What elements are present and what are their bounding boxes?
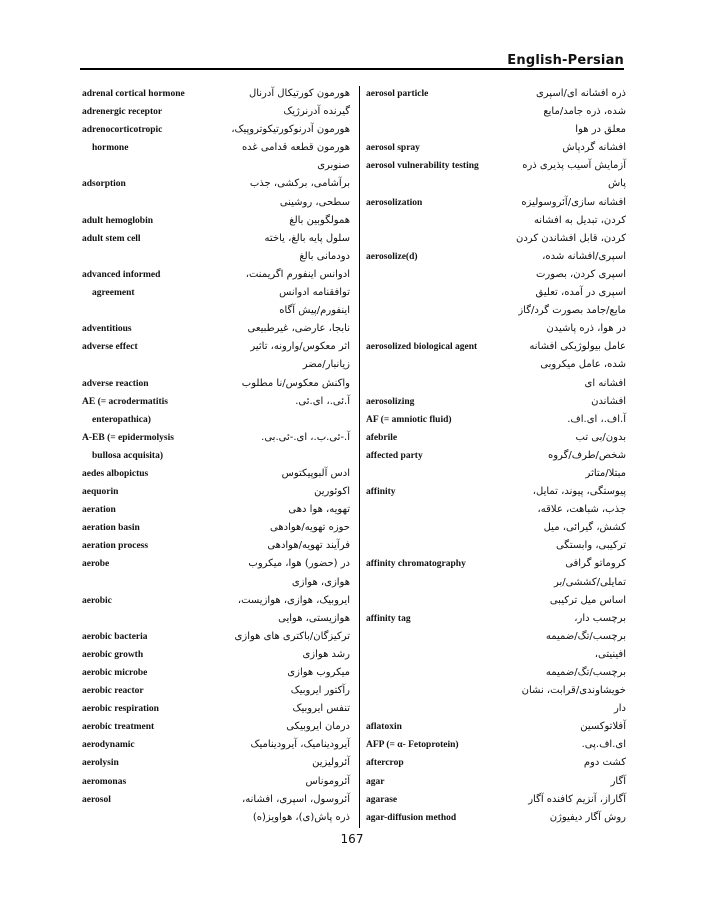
dictionary-entry-row [364,703,626,721]
dictionary-entry-row [364,251,626,269]
dictionary-entry-row [364,359,626,377]
english-term: aerosolizing [366,396,415,407]
dictionary-entry-row [364,504,626,522]
column-divider [359,86,360,828]
dictionary-entry-row [364,721,626,739]
english-term: adsorption [82,179,126,190]
english-term: adrenergic receptor [82,107,163,118]
persian-translation: آگاراز، آنزیم کافنده آگار [528,793,626,805]
dictionary-entry-row [80,124,354,142]
persian-translation: ایروبیک، هوازی، هوازیست، [237,594,350,606]
english-term: aerobic bacteria [82,631,148,642]
persian-translation: در هوا، ذره پاشیدن [546,323,626,335]
persian-translation: اساس میل ترکیبی [549,594,626,606]
persian-translation: واکنش معکوس/نا مطلوب [241,377,350,389]
english-term: advanced informed [82,269,161,280]
english-term: aerobic respiration [82,704,159,715]
persian-translation: معلق در هوا [575,124,626,136]
dictionary-entry-row [80,739,354,757]
persian-translation: اثر معکوس/وارونه، تاثیر [250,341,350,353]
persian-translation: هوازیستی، هوایی [278,612,350,624]
persian-translation: مایع/جامد بصورت گرد/گاز [518,305,626,317]
dictionary-entry-row [80,432,354,450]
persian-translation: خویشاوندی/قرابت، نشان [521,685,626,697]
persian-translation: همولگوبین بالغ [289,214,350,226]
persian-translation: اسپری کردن، بصورت [535,268,626,280]
dictionary-column-right [364,88,626,830]
dictionary-entry-row [80,595,354,613]
persian-translation: حوزه تهویه/هوادهی [270,522,350,534]
persian-translation: تمایلی/کششی/بر [553,576,626,588]
english-term: adverse effect [82,342,138,353]
persian-translation: گیرنده آدرنرژیک [283,106,350,118]
dictionary-entry-row [364,468,626,486]
dictionary-entry-row [80,269,354,287]
english-term: adult hemoglobin [82,215,154,226]
english-term: aeration basin [82,523,140,534]
persian-translation: تنفس ایروبیک [292,703,350,715]
english-term: aftercrop [366,758,404,769]
english-term: affinity tag [366,613,411,624]
persian-translation: شده، عامل میکروبی [540,359,626,371]
persian-translation: افشانه سازی/آئروسولیزه [521,196,626,208]
dictionary-entry-row [80,197,354,215]
dictionary-entry-row [364,88,626,106]
dictionary-entry-row [80,305,354,323]
persian-translation: میکروب هوازی [287,667,350,678]
dictionary-entry-row [364,142,626,160]
english-term: aequorin [82,487,119,498]
english-term: AFP (= α- Fetoprotein) [366,740,459,751]
dictionary-entry-row [80,577,354,595]
persian-translation: آئروموناس [305,775,350,787]
page-number: 167 [340,832,364,846]
header-rule [80,68,624,70]
persian-translation: نابجا، عارضی، غیرطبیعی [247,323,350,335]
persian-translation: رآکتور ایروبیک [290,685,350,697]
persian-translation: افینیتی، [594,648,626,660]
persian-translation: کردن، قابل افشاندن کردن [516,232,626,244]
dictionary-entry-row [80,649,354,667]
dictionary-entry-row [364,667,626,685]
persian-translation: جذب، شباهت، علاقه، [537,504,626,516]
dictionary-entry-row [80,504,354,522]
dictionary-entry-row [364,613,626,631]
persian-translation: آفلاتوکسین [580,721,626,733]
dictionary-entry-row [364,414,626,432]
english-term: agar [366,776,385,787]
dictionary-entry-row [80,794,354,812]
dictionary-entry-row [364,685,626,703]
dictionary-entry-row [80,757,354,775]
english-term: bullosa acquisita) [92,450,164,461]
persian-translation: ذره افشانه ای/اسپری [535,88,626,99]
dictionary-entry-row [364,794,626,812]
dictionary-entry-row [364,396,626,414]
persian-translation: تهویه، هوا دهی [288,504,350,516]
english-term: aedes albopictus [82,468,149,479]
dictionary-entry-row [364,160,626,178]
dictionary-entry-row [80,540,354,558]
english-term: A-EB (= epidermolysis [82,432,174,443]
english-term: aflatoxin [366,722,402,733]
dictionary-entry-row [80,414,354,432]
dictionary-entry-row [80,178,354,196]
english-term: aerosol spray [366,143,420,154]
dictionary-entry-row [80,341,354,359]
english-term: aerobic reactor [82,686,144,697]
dictionary-entry-row [364,197,626,215]
dictionary-entry-row [364,124,626,142]
dictionary-entry-row [364,106,626,124]
persian-translation: صنوبری [317,160,350,172]
english-term: affinity chromatography [366,559,466,570]
dictionary-entry-row [364,233,626,251]
dictionary-entry-row [364,812,626,830]
dictionary-entry-row [364,776,626,794]
persian-translation: آگار [610,775,626,787]
dictionary-entry-row [364,287,626,305]
english-term: agreement [92,288,135,299]
dictionary-entry-row [80,613,354,631]
dictionary-entry-row [80,287,354,305]
persian-translation: بدون/بی تب [575,431,626,443]
dictionary-entry-row [364,739,626,757]
dictionary-entry-row [364,631,626,649]
persian-translation: هورمون آدرنوکورتیکوتروپیک، [231,124,350,136]
dictionary-entry-row [364,378,626,396]
dictionary-entry-row [80,88,354,106]
persian-translation: اکوئورین [314,486,350,498]
dictionary-column-left [80,88,354,830]
persian-translation: آ.ئی.، ای.ئی. [295,395,350,407]
persian-translation: زیانبار/مضر [302,359,350,371]
dictionary-entry-row [80,522,354,540]
english-term: adult stem cell [82,233,141,244]
persian-translation: برچسب/تگ/ضمیمه [545,630,626,642]
dictionary-entry-row [80,142,354,160]
persian-translation: مبتلا/متاثر [585,467,626,479]
english-term: aerosolized biological agent [366,342,478,353]
persian-translation: افشانه گردپاش [562,142,626,154]
dictionary-entry-row [80,812,354,830]
dictionary-entry-row [364,215,626,233]
dictionary-entry-row [364,577,626,595]
persian-translation: روش آگار دیفیوژن [549,811,626,823]
dictionary-entry-row [80,160,354,178]
english-term: affected party [366,450,423,461]
persian-translation: آ.اف.، ای.اف. [567,413,626,425]
persian-translation: عامل بیولوژیکی افشانه [529,341,626,353]
english-term: aerodynamic [82,740,135,751]
dictionary-entry-row [80,396,354,414]
persian-translation: کشت دوم [583,757,626,769]
dictionary-entry-row [364,757,626,775]
dictionary-entry-row [80,703,354,721]
english-term: aerosol vulnerability testing [366,161,479,172]
dictionary-entry-row [364,432,626,450]
dictionary-entry-row [80,631,354,649]
persian-translation: سطحی، روشینی [279,196,350,208]
dictionary-entry-row [364,323,626,341]
dictionary-entry-row [80,776,354,794]
persian-translation: برچسب/تگ/ضمیمه [545,667,626,678]
english-term: aeromonas [82,776,127,787]
dictionary-entry-row [80,233,354,251]
persian-translation: آئروسول، اسپری، افشانه، [242,793,350,805]
dictionary-entry-row [80,359,354,377]
persian-translation: سلول پایه بالغ، یاخته [264,232,350,244]
persian-translation: کشش، گیرائی، میل [543,522,626,534]
persian-translation: اینفورم/پیش آگاه [279,305,350,317]
english-term: aerobe [82,559,110,570]
english-term: aerobic treatment [82,722,155,733]
dictionary-entry-row [80,323,354,341]
dictionary-entry-row [364,450,626,468]
persian-translation: آیرودینامیک، آیرودینامیک [250,739,350,751]
dictionary-entry-row [364,341,626,359]
persian-translation: رشد هوازی [302,648,350,660]
dictionary-entry-row [364,305,626,323]
dictionary-entry-row [364,178,626,196]
persian-translation: ترکیزگان/باکتری های هوازی [234,630,350,642]
english-term: adrenocorticotropic [82,125,163,136]
english-term: aerolysin [82,758,119,769]
dictionary-entry-row [80,721,354,739]
persian-translation: ادوانس اینفورم اگریمنت، [245,268,350,280]
english-term: affinity [366,487,396,498]
persian-translation: برچسب دار، [574,612,626,624]
persian-translation: آ.-ئی.ب.، ای.-ئی.بی. [261,431,350,443]
persian-translation: ای.اف.پی. [581,739,626,751]
english-term: afebrile [366,432,398,443]
persian-translation: افشانه ای [584,377,626,389]
running-header-title: English-Persian [507,53,624,68]
persian-translation: ترکیبی، وابستگی [555,540,626,552]
persian-translation: دار [613,703,626,715]
persian-translation: برآشامی، برکشی، جذب [249,178,350,190]
dictionary-entry-row [364,269,626,287]
persian-translation: آزمایش آسیب پذیری ذره [522,160,626,172]
english-term: aeration process [82,541,149,552]
english-term: aerobic [82,595,112,606]
persian-translation: فرآیند تهویه/هوادهی [267,540,350,552]
english-term: aerosolize(d) [366,251,418,262]
dictionary-entry-row [80,251,354,269]
persian-translation: در (حضور) هوا، میکروب [248,558,350,570]
english-term: aerosol [82,794,111,805]
dictionary-entry-row [364,558,626,576]
persian-translation: اسپری/افشانه شده، [542,250,626,262]
english-term: aerosol particle [366,89,429,99]
persian-translation: ذره پاش(ی)، هواویز(ه) [252,811,350,823]
dictionary-entry-row [80,468,354,486]
dictionary-entry-row [80,106,354,124]
dictionary-entry-row [364,522,626,540]
english-term: enteropathica) [92,414,151,425]
english-term: adventitious [82,324,132,335]
english-term: aerobic growth [82,649,144,660]
dictionary-entry-row [80,685,354,703]
dictionary-entry-row [364,486,626,504]
persian-translation: پاش [607,178,626,190]
persian-translation: ادس آلبوپیکتوس [281,467,350,479]
dictionary-entry-row [80,558,354,576]
english-term: hormone [92,143,129,154]
dictionary-entry-row [364,649,626,667]
persian-translation: توافقنامه ادوانس [279,287,350,299]
persian-translation: افشاندن [591,395,626,407]
persian-translation: شخص/طرف/گروه [547,449,626,461]
english-term: aeration [82,505,116,516]
english-term: aerosolization [366,197,423,208]
dictionary-entry-row [364,595,626,613]
dictionary-entry-row [80,215,354,233]
english-term: adrenal cortical hormone [82,89,185,99]
persian-translation: کردن، تبدیل به افشانه [533,214,626,226]
persian-translation: پیوستگی، پیوند، تمایل، [532,486,626,498]
english-term: AE (= acrodermatitis [82,396,168,407]
english-term: aerobic microbe [82,668,148,678]
persian-translation: هورمون قطعه قدامی غده [241,142,350,154]
persian-translation: آئرولیزین [312,757,350,769]
persian-translation: درمان ایروبیکی [286,721,350,733]
english-term: agarase [366,794,398,805]
dictionary-entry-row [80,450,354,468]
persian-translation: اسپری در آمده، تعلیق [535,287,626,299]
persian-translation: شده، ذره جامد/مایع [543,106,626,118]
persian-translation: هوازی، هوازی [291,576,350,588]
english-term: adverse reaction [82,378,149,389]
persian-translation: دودمانی بالغ [299,250,350,262]
dictionary-entry-row [80,486,354,504]
english-term: AF (= amniotic fluid) [366,414,452,425]
english-term: agar-diffusion method [366,812,457,823]
persian-translation: هورمون کورتیکال آدرنال [248,88,350,99]
dictionary-entry-row [80,378,354,396]
dictionary-entry-row [80,667,354,685]
dictionary-entry-row [364,540,626,558]
persian-translation: کروماتو گرافی [565,558,626,570]
